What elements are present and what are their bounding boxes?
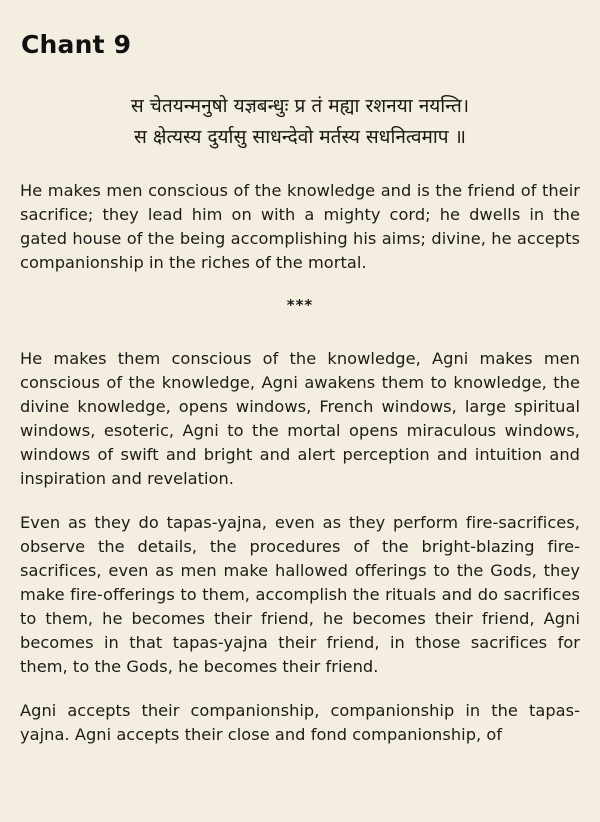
verse-line-1: स चेतयन्मनुषो यज्ञबन्धुः प्र तं मह्या रशनया नयन्ति। [130, 95, 470, 117]
chant-title: Chant 9 [21, 30, 132, 59]
sanskrit-verse [20, 91, 580, 153]
translation-paragraph: He makes men conscious of the knowledge and is the friend of their sacrifice; they lead him on with a mighty cord; he dwells in the gated house of the being accomplishing his aims; divine, he accepts companionship in the riches of the mortal. [20, 181, 580, 272]
verse-line-2: स क्षेत्यस्य दुर्यासु साधन्देवो मर्तस्य सधनित्वमाप ॥ [133, 126, 467, 148]
commentary-paragraph-2: Even as they do tapas-yajna, even as they perform fire-sacrifices, observe the details, the procedures of the bright-blazing fire-sacrifices, even as men make hallowed offerings to the Gods, they make fire-offerings to them, accomplish the rituals and do sacrifices to them, he becomes their friend, he becomes their friend, Agni becomes in that tapas-yajna their friend, in those sacrifices for them, to the Gods, he becomes their friend. [20, 513, 580, 676]
section-separator: *** [286, 296, 314, 314]
commentary-paragraph-1: He makes them conscious of the knowledge, Agni makes men conscious of the knowledge, Agni awakens them to knowledge, the divine knowledge, opens windows, French windows, large spiritual windows, esoteric, Agni to the mortal opens miraculous windows, windows of swift and bright and alert perception and intuition and inspiration and revelation. [20, 349, 580, 488]
commentary-paragraph-3: Agni accepts their companionship, companionship in the tapas-yajna. Agni accepts their close and fond companionship, of [20, 701, 580, 744]
